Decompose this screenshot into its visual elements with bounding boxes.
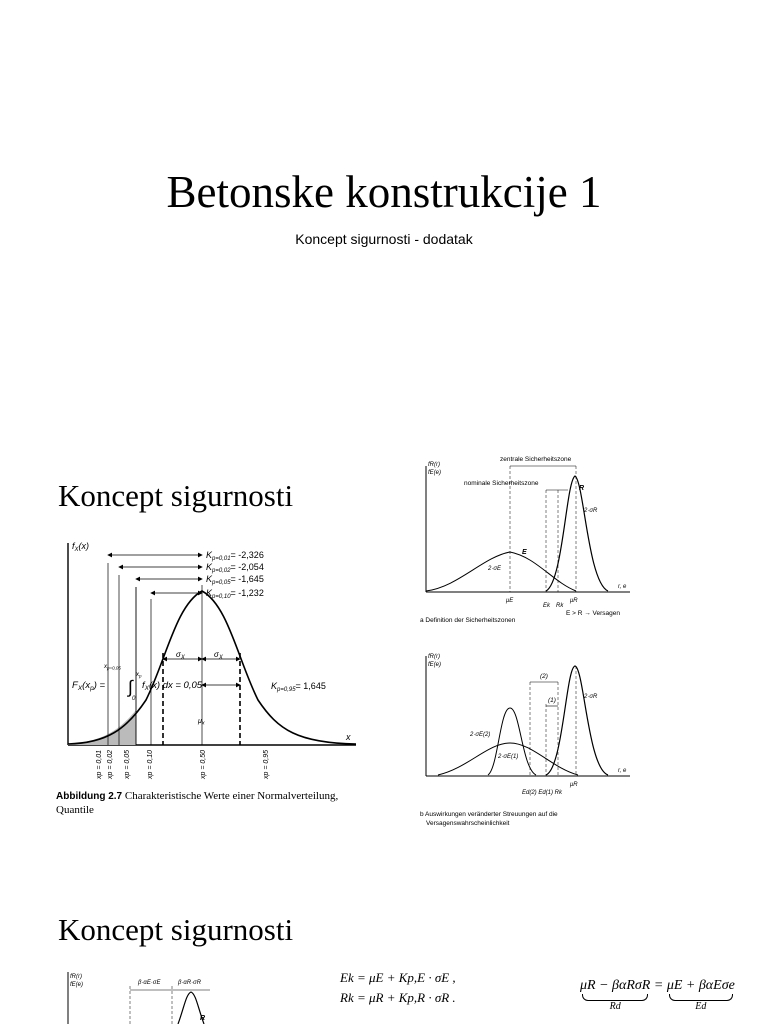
section-heading: Koncept sigurnosti: [58, 478, 294, 513]
k-label-002: $K_{p=0,02}= -2,054$: [206, 562, 264, 574]
safety-zones-figure-b: [418, 648, 638, 832]
svg-text:2·σE(1): 2·σE(1): [498, 754, 519, 760]
normal-distribution-figure: [56, 535, 368, 785]
slide-title: Betonske konstrukcije 1: [166, 167, 602, 217]
svg-text:β·αR·σR: β·αR·σR: [178, 980, 202, 986]
safety-zones-figure-a: [418, 452, 638, 624]
figure-caption: Abbildung 2.7 Charakteristische Werte einer Normalverteilung, Quantile: [56, 790, 339, 816]
xp-label: xp = 0,01: [96, 750, 103, 779]
svg-text:fR(r): fR(r): [70, 974, 82, 980]
svg-text:2·σR: 2·σR: [584, 694, 598, 700]
k-label-005: $K_{p=0,05}= -1,645$: [206, 574, 264, 586]
svg-text:Ek: Ek: [543, 603, 551, 609]
slide-subtitle: Koncept sigurnosti - dodatak: [295, 231, 473, 247]
xp-label: xp = 0,02: [107, 750, 114, 779]
integral-lower-limit: 0: [132, 696, 136, 702]
x-axis-label: x: [346, 732, 351, 742]
cdf-formula: $F_X(x_p)$ =: [72, 680, 106, 692]
equation-rk: Rk = μR + Kp,R · σR .: [340, 990, 456, 1005]
k-label-095: $K_{p=0,95}= 1,645$: [271, 681, 326, 693]
svg-text:nominale Sicherheitszone: nominale Sicherheitszone: [464, 480, 539, 487]
svg-text:fR(r): fR(r): [428, 462, 440, 468]
reliability-index-figure: [60, 968, 240, 1024]
integral-upper-limit: $x_p$: [136, 672, 142, 679]
svg-text:E > R → Versagen: E > R → Versagen: [566, 610, 621, 617]
cdf-formula-body: $f_X(x)$ dx = 0,05: [142, 680, 203, 692]
y-axis-label: $f_X(x)$: [72, 541, 90, 553]
svg-text:Ed(2) Ed(1) Rk: Ed(2) Ed(1) Rk: [522, 790, 563, 796]
xp-label: xp = 0,05: [124, 750, 131, 779]
xp-label: xp = 0,50: [200, 750, 207, 779]
svg-text:fE(e): fE(e): [70, 982, 84, 988]
svg-text:μR: μR: [570, 598, 578, 604]
svg-text:fE(e): fE(e): [428, 662, 442, 668]
svg-text:fE(e): fE(e): [428, 470, 442, 476]
svg-text:fR(r): fR(r): [428, 654, 440, 660]
k-label-001: $K_{p=0,01}= -2,326$: [206, 550, 264, 562]
equation-design: μR − βαRσR Rd = μE + βαEσe Ed: [580, 978, 735, 1012]
svg-text:E: E: [522, 549, 527, 556]
xp-label: xp = 0,95: [263, 750, 270, 779]
k-label-010: $K_{p=0,10}= -1,232$: [206, 588, 264, 600]
equation-ek: Ek = μE + Kp,E · σE ,: [340, 970, 456, 985]
svg-text:a Definition der Sicherheitsz: a Definition der Sicherheitszonen: [420, 617, 516, 624]
integral-sign: ∫: [128, 677, 133, 697]
svg-text:2·σE: 2·σE: [488, 566, 501, 572]
svg-text:β·αE·σE: β·αE·σE: [138, 980, 161, 986]
svg-text:(1): (1): [548, 697, 556, 704]
svg-text:r, e: r, e: [618, 768, 627, 774]
svg-text:μE: μE: [506, 598, 514, 604]
section-heading: Koncept sigurnosti: [58, 912, 294, 947]
sigma-label: $\sigma_X$: [176, 650, 185, 661]
xp-label: xp = 0,10: [147, 750, 154, 779]
mean-label: $\mu_x$: [198, 718, 205, 727]
svg-text:2·σR: 2·σR: [584, 508, 598, 514]
svg-text:μR: μR: [570, 782, 578, 788]
svg-text:r, e: r, e: [618, 584, 627, 590]
svg-text:(2): (2): [540, 673, 548, 680]
svg-text:zentrale Sicherheitszone: zentrale Sicherheitszone: [500, 456, 572, 463]
svg-text:2·σE(2): 2·σE(2): [470, 732, 491, 738]
svg-text:R: R: [579, 485, 585, 492]
svg-text:Rk: Rk: [556, 603, 564, 609]
svg-text:Versagenswahrscheinlichkeit: Versagenswahrscheinlichkeit: [426, 820, 510, 827]
svg-text:b Auswirkungen veränderter St: b Auswirkungen veränderter Streuungen auf die: [420, 811, 558, 818]
sigma-label: $\sigma_X$: [214, 650, 223, 661]
xp005-top-label: $x_{p=0,05}$: [104, 664, 121, 671]
svg-text:R: R: [200, 1015, 206, 1022]
shaded-tail-area: [68, 710, 136, 745]
